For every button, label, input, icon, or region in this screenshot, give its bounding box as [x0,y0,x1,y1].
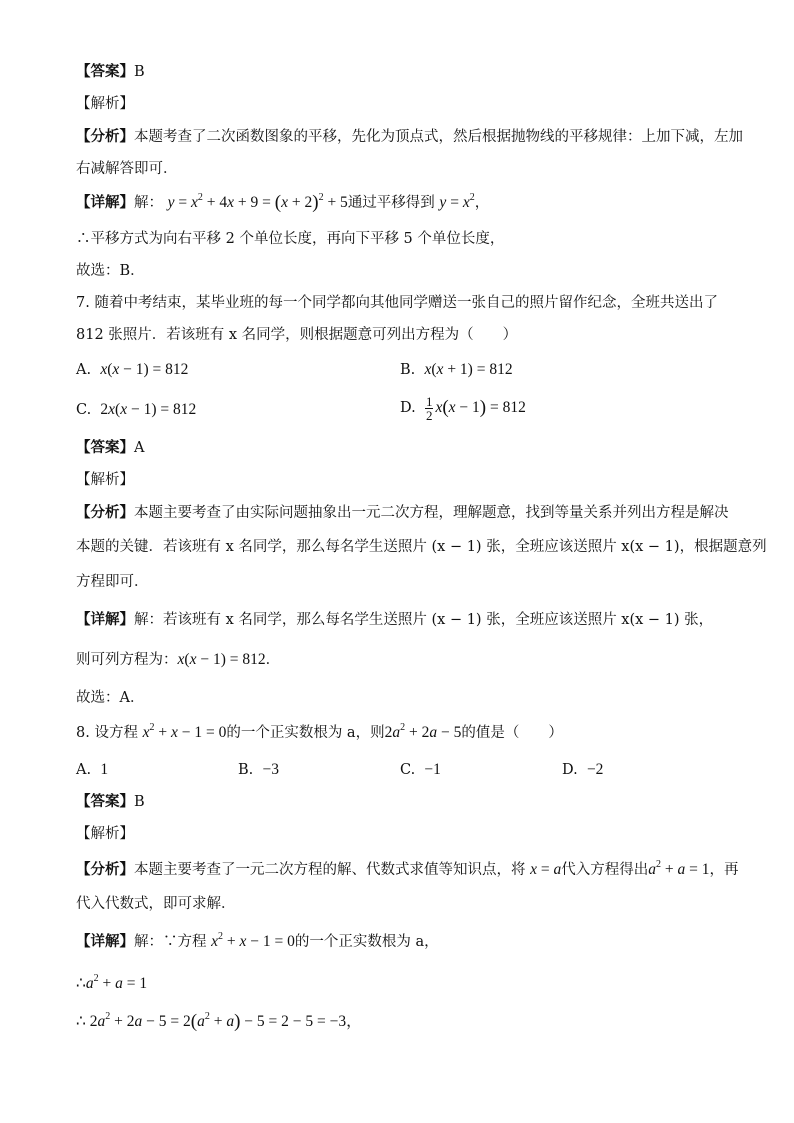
answer-value: A [134,440,145,456]
q7-analysis-heading: 【解析】 [76,472,134,488]
option-expr: −2 [586,761,604,778]
detail-result: $\therefore a^2 + a = 1$ [76,973,148,992]
q8-option-a [76,760,108,780]
answer-value: B [134,794,145,810]
detail-mid: 通过平移得到 [347,195,435,211]
q7-detail-line1 [76,610,713,630]
q8-stem [76,723,563,743]
option-label: D. [400,400,416,417]
option-label: B. [400,362,416,378]
q6-analysis-heading: 【解析】 [76,96,134,112]
q7-answer-line [76,438,144,458]
q8-analysis-heading: 【解析】 [76,826,134,842]
detail-text-c: 的一个正实数根为 a， [294,934,439,950]
q7-fenxi-line2: 本题的关键．若该班有 x 名同学，那么每名学生送照片 (x − 1) 张，全班应该送照片 x(x − 1)，根据题意列 [76,539,767,555]
option-label: C. [76,402,92,418]
detail-tag: 【详解】 [76,194,134,211]
q6-fenxi-line2: 右减解答即可． [76,161,178,177]
option-expr: $\frac{1}{2}$ x(x − 1) = 812 [425,394,526,423]
detail-prefix: 则可列方程为： [76,652,178,668]
detail-text: 解：若该班有 x 名同学，那么每名学生送照片 (x − 1) 张，全班应该送照片 x(x − 1) 张， [134,612,714,628]
q8-answer-line [76,792,145,812]
q8-detail-line1 [76,932,439,952]
q7-option-b [400,360,513,380]
q7-stem-line1: 7. 随着中考结束，某毕业班的每一个同学都向其他同学赠送一张自己的照片留作纪念，全班共送出了 [76,295,718,311]
stem-equation: $x^2 + x - 1 = 0$ [142,722,227,741]
q6-fenxi-line1 [76,127,743,147]
fenxi-result: $a^2 + a = 1$ [648,859,710,878]
detail-equation: $x^2 + x - 1 = 0$ [211,931,295,950]
q7-stem-line2: 812 张照片．若该班有 x 名同学，则根据题意可列出方程为（ ） [76,327,518,343]
fenxi-text-e: ，再 [709,862,739,878]
answer-value: B [134,64,145,80]
q7-fenxi-line3: 方程即可． [76,574,149,590]
option-label: D. [562,762,578,778]
q6-choice: 故选：B． [76,263,145,279]
detail-computation: ∴ $2a^2 + 2a - 5 = 2(a^2 + a) - 5 = 2 - 5 = -3$， [76,1011,362,1032]
stem-prefix: 8. 设方程 [76,725,138,741]
q7-choice: 故选：A． [76,690,145,706]
stem-end: 的值是（ ） [461,725,563,741]
detail-text-a: 解：∵方程 [134,934,207,950]
option-expr: −1 [424,761,441,778]
q7-option-c [76,400,196,420]
answer-tag: 【答案】 [76,793,134,810]
q6-conclusion: ∴平移方式为向右平移 2 个单位长度，再向下平移 5 个单位长度， [76,231,505,247]
q6-answer-line [76,62,145,82]
q8-detail-line2 [76,974,147,994]
detail-target: $y = x^2$ [439,192,475,211]
q8-fenxi-line2: 代入代数式，即可求解． [76,896,236,912]
fenxi-tag: 【分析】 [76,504,134,521]
q8-detail-line3 [76,1012,362,1032]
option-expr: x(x − 1) = 812 [100,361,189,378]
fenxi-text: 本题考查了二次函数图象的平移，先化为顶点式，然后根据抛物线的平移规律：上加下减，左加 [134,129,743,145]
detail-equation: $y = x^2 + 4x + 9 = (x + 2)^2 + 5$ [167,192,348,213]
detail-prefix: 解： [134,195,163,211]
detail-tag: 【详解】 [76,933,134,950]
detail-tag: 【详解】 [76,611,134,628]
q8-option-d [562,760,603,780]
answer-tag: 【答案】 [76,439,134,456]
detail-end: ， [474,195,490,211]
detail-end: ． [265,652,281,668]
option-label: B. [238,762,254,778]
option-expr: x(x + 1) = 812 [424,361,513,378]
stem-expression: $2a^2 + 2a - 5$ [384,722,462,741]
fenxi-text-a: 本题主要考查了一元二次方程的解、代数式求值等知识点，将 [134,862,526,878]
fenxi-tag: 【分析】 [76,128,134,145]
fenxi-text-c: 代入方程得出 [561,862,649,878]
option-label: A. [76,362,92,378]
stem-mid: 的一个正实数根为 a，则 [226,725,385,741]
fenxi-text: 本题主要考查了由实际问题抽象出一元二次方程，理解题意，找到等量关系并列出方程是解决 [134,505,729,521]
q7-detail-line2 [76,650,280,670]
q8-fenxi-line1 [76,860,739,880]
q7-option-a [76,360,188,380]
detail-equation: x(x − 1) = 812 [177,651,266,668]
option-expr: −3 [262,761,279,778]
q6-detail-line [76,193,489,213]
q7-fenxi-line1 [76,503,729,523]
q8-option-c [400,760,441,780]
option-label: C. [400,762,416,778]
fenxi-sub: x = a [530,861,562,878]
q8-option-b [238,760,279,780]
fenxi-tag: 【分析】 [76,861,134,878]
q7-option-d [400,395,526,422]
option-expr: 2x(x − 1) = 812 [100,401,197,418]
answer-tag: 【答案】 [76,63,134,80]
option-expr: 1 [100,761,109,778]
option-label: A. [76,762,92,778]
